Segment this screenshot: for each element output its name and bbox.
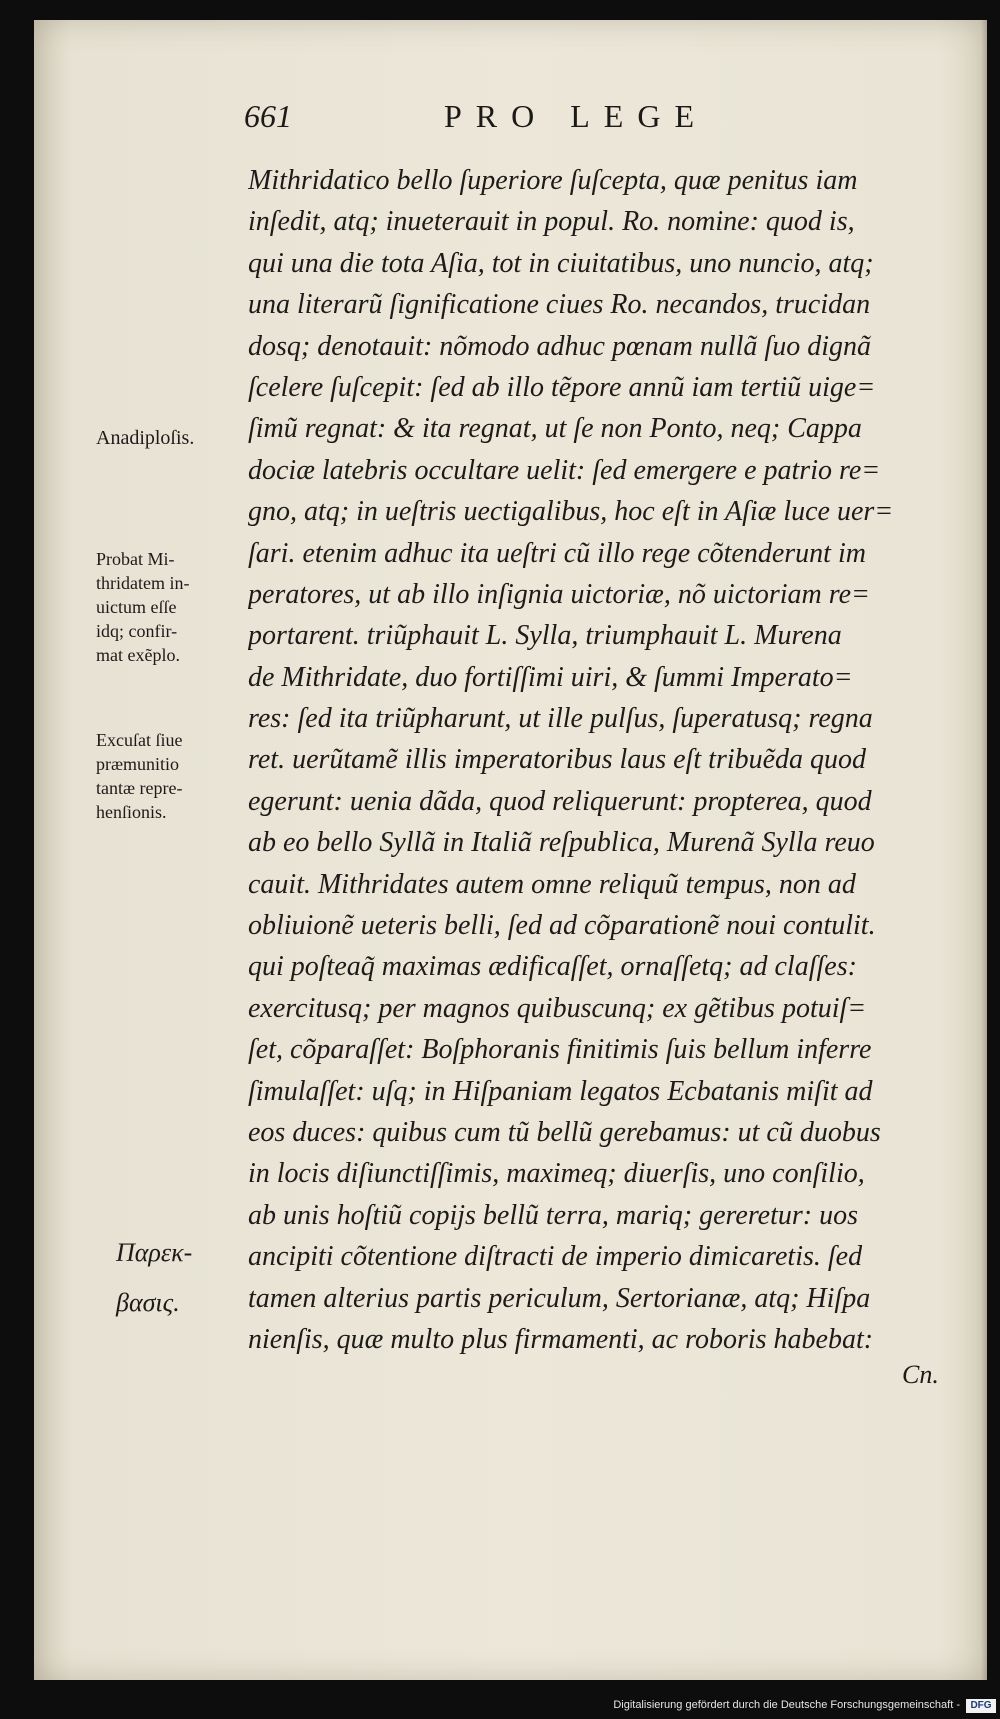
text-line: de Mithridate, duo fortiſſimi uiri, & ſummi Imperato= [248, 661, 853, 693]
margin-note-line: uictum eſſe [96, 597, 177, 617]
margin-note-line: præmunitio [96, 754, 180, 774]
text-line: dociæ latebris occultare uelit: ſed emergere e patrio re= [248, 454, 881, 486]
margin-note-line: Παρεκ- [116, 1238, 193, 1267]
text-line: tamen alterius partis periculum, Sertorianæ, atq; Hiſpa [248, 1282, 871, 1314]
text-line: inſedit, atq; inueterauit in popul. Ro. nomine: quod is, [248, 206, 855, 238]
margin-note-line: Anadiploſis. [96, 427, 195, 449]
margin-note-line: thridatem in- [96, 573, 190, 593]
body-text [248, 160, 973, 1360]
text-line: egerunt: uenia dãda, quod reliquerunt: propterea, quod [248, 785, 872, 817]
margin-note-line: henſionis. [96, 802, 167, 822]
text-line: gno, atq; in ueſtris uectigalibus, hoc eſt in Aſiæ luce uer= [248, 496, 894, 528]
margin-note-line: βασις. [116, 1288, 180, 1317]
text-line: ſet, cõparaſſet: Boſphoranis finitimis ſuis bellum inferre [248, 1034, 872, 1066]
scanned-page [34, 20, 987, 1680]
text-line: qui poſteaq̃ maximas ædificaſſet, ornaſſetq; ad claſſes: [248, 951, 857, 983]
margin-note-line: idq; confir- [96, 621, 178, 641]
dfg-logo-icon[interactable]: DFG [966, 1699, 996, 1713]
page-edge-shadow [981, 20, 987, 1680]
text-line: in locis diſiunctiſſimis, maximeq; diuerſis, uno conſilio, [248, 1158, 865, 1190]
catchword: Cn. [902, 1360, 939, 1389]
margin-note-line: tantæ repre- [96, 778, 183, 798]
text-line: ſcelere ſuſcepit: ſed ab illo tẽpore annũ iam tertiũ uige= [248, 371, 876, 403]
page-number: 661 [244, 98, 292, 134]
margin-note-line: Probat Mi- [96, 549, 175, 569]
text-line: dosq; denotauit: nõmodo adhuc pœnam nullã ſuo dignã [248, 330, 871, 362]
text-line: ab eo bello Syllã in Italiã reſpublica, Murenã Sylla reuo [248, 827, 875, 859]
text-line: portarent. triũphauit L. Sylla, triumphauit L. Murena [248, 620, 842, 652]
margin-note-line: Excuſat ſiue [96, 730, 183, 750]
text-line: peratores, ut ab illo inſignia uictoriæ, nõ uictoriam re= [248, 578, 870, 610]
text-line: ſimũ regnat: & ita regnat, ut ſe non Ponto, neq; Cappa [248, 413, 862, 445]
text-line: qui una die tota Aſia, tot in ciuitatibus, uno nuncio, atq; [248, 247, 874, 279]
text-line: obliuionẽ ueteris belli, ſed ad cõparationẽ noui contulit. [248, 910, 876, 942]
footer-bar [0, 1695, 1000, 1719]
page-header [34, 98, 987, 138]
text-line: ab unis hoſtiũ copijs bellũ terra, mariq; gereretur: uos [248, 1199, 858, 1231]
text-line: ſimulaſſet: uſq; in Hiſpaniam legatos Ecbatanis miſit ad [248, 1075, 873, 1107]
text-line: cauit. Mithridates autem omne reliquũ tempus, non ad [248, 868, 856, 900]
text-line: una literarũ ſignificatione ciues Ro. necandos, trucidan [248, 289, 871, 321]
text-line: ancipiti cõtentione diſtracti de imperio dimicaretis. ſed [248, 1241, 863, 1273]
text-line: Mithridatico bello ſuperiore ſuſcepta, quæ penitus iam [248, 165, 858, 196]
text-line: ret. uerũtamẽ illis imperatoribus laus eſt tribuẽda quod [248, 744, 867, 776]
text-line: eos duces: quibus cum tũ bellũ gerebamus: ut cũ duobus [248, 1116, 881, 1148]
text-line: res: ſed ita triũpharunt, ut ille pulſus, ſuperatusq; regna [248, 703, 873, 735]
running-title: PRO LEGE [444, 98, 708, 134]
margin-note-line: mat exẽplo. [96, 645, 180, 665]
footer-credit: Digitalisierung gefördert durch die Deutsche Forschungsgemeinschaft - [613, 1699, 960, 1711]
text-line: nienſis, quæ multo plus firmamenti, ac roboris habebat: [248, 1323, 874, 1355]
text-line: ſari. etenim adhuc ita ueſtri cũ illo rege cõtenderunt im [248, 537, 866, 569]
text-line: exercitusq; per magnos quibuscunq; ex gẽtibus potuiſ= [248, 992, 867, 1024]
